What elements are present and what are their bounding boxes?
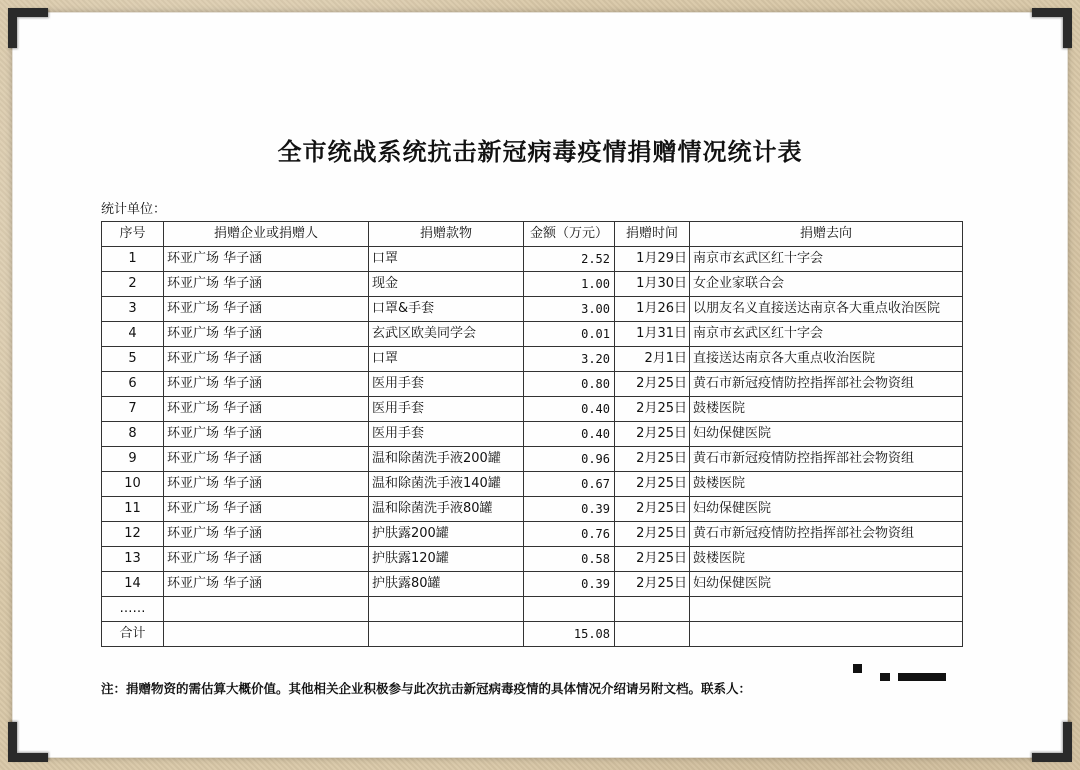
cell-item: 护肤露120罐 <box>369 547 524 572</box>
cell-date <box>615 597 690 622</box>
table-row <box>102 447 963 472</box>
col-header-amount: 金额（万元） <box>524 222 615 247</box>
redaction-mark <box>853 664 862 673</box>
cell-item: 护肤露80罐 <box>369 572 524 597</box>
cell-index: 4 <box>102 322 164 347</box>
table-row <box>102 497 963 522</box>
cell-item: 护肤露200罐 <box>369 522 524 547</box>
cell-item: 医用手套 <box>369 397 524 422</box>
cell-destination: 妇幼保健医院 <box>690 572 963 597</box>
cell-item: 温和除菌洗手液140罐 <box>369 472 524 497</box>
cell-item <box>369 597 524 622</box>
cell-index: 12 <box>102 522 164 547</box>
cell-donor: 环亚广场 华子涵 <box>164 297 369 322</box>
cell-donor: 环亚广场 华子涵 <box>164 497 369 522</box>
table-row <box>102 572 963 597</box>
cell-donor: 环亚广场 华子涵 <box>164 372 369 397</box>
cell-destination: 鼓楼医院 <box>690 472 963 497</box>
cell-index: 5 <box>102 347 164 372</box>
unit-label: 统计单位： <box>101 202 167 217</box>
donation-table-wrap <box>101 221 962 647</box>
table-row <box>102 372 963 397</box>
cell-item: 医用手套 <box>369 372 524 397</box>
cell-date: 2月25日 <box>615 397 690 422</box>
table-row-ellipsis <box>102 597 963 622</box>
cell-donor: 环亚广场 华子涵 <box>164 322 369 347</box>
cell-item: 现金 <box>369 272 524 297</box>
cell-amount: 1.00 <box>524 272 615 297</box>
col-header-destination: 捐赠去向 <box>690 222 963 247</box>
footnote: 注：捐赠物资的需估算大概价值。其他相关企业积极参与此次抗击新冠病毒疫情的具体情况介绍请另附文档。联系人： <box>101 681 752 696</box>
frame-corner-bottom-right <box>1032 722 1072 762</box>
cell-donor <box>164 622 369 647</box>
cell-amount <box>524 597 615 622</box>
cell-item: 口罩 <box>369 247 524 272</box>
total-label: 合计 <box>102 622 164 647</box>
table-row <box>102 422 963 447</box>
cell-date: 2月1日 <box>615 347 690 372</box>
cell-date: 2月25日 <box>615 372 690 397</box>
table-row <box>102 522 963 547</box>
cell-destination: 黄石市新冠疫情防控指挥部社会物资组 <box>690 372 963 397</box>
cell-donor: 环亚广场 华子涵 <box>164 447 369 472</box>
cell-amount: 3.00 <box>524 297 615 322</box>
cell-amount: 0.80 <box>524 372 615 397</box>
cell-index: 3 <box>102 297 164 322</box>
cell-item: 口罩&手套 <box>369 297 524 322</box>
table-header-row <box>102 222 963 247</box>
cell-donor: 环亚广场 华子涵 <box>164 422 369 447</box>
cell-index: 9 <box>102 447 164 472</box>
table-row <box>102 347 963 372</box>
cell-amount: 0.76 <box>524 522 615 547</box>
cell-index: 11 <box>102 497 164 522</box>
cell-item: 温和除菌洗手液200罐 <box>369 447 524 472</box>
cell-destination <box>690 622 963 647</box>
cell-donor: 环亚广场 华子涵 <box>164 547 369 572</box>
table-row <box>102 322 963 347</box>
cell-date: 2月25日 <box>615 472 690 497</box>
cell-date: 2月25日 <box>615 522 690 547</box>
cell-date <box>615 622 690 647</box>
document-title: 全市统战系统抗击新冠病毒疫情捐赠情况统计表 <box>277 137 803 166</box>
cell-date: 2月25日 <box>615 497 690 522</box>
frame-corner-top-right <box>1032 8 1072 48</box>
cell-date: 2月25日 <box>615 447 690 472</box>
cell-destination: 南京市玄武区红十字会 <box>690 322 963 347</box>
cell-amount: 0.96 <box>524 447 615 472</box>
cell-amount: 0.39 <box>524 572 615 597</box>
cell-donor: 环亚广场 华子涵 <box>164 472 369 497</box>
cell-amount: 0.39 <box>524 497 615 522</box>
redaction-mark <box>898 673 946 681</box>
cell-amount: 0.01 <box>524 322 615 347</box>
cell-destination: 女企业家联合会 <box>690 272 963 297</box>
cell-destination: 妇幼保健医院 <box>690 497 963 522</box>
cell-item: 口罩 <box>369 347 524 372</box>
cell-date: 1月31日 <box>615 322 690 347</box>
cell-date: 2月25日 <box>615 547 690 572</box>
cell-destination: 黄石市新冠疫情防控指挥部社会物资组 <box>690 522 963 547</box>
cell-amount: 0.67 <box>524 472 615 497</box>
cell-destination: 妇幼保健医院 <box>690 422 963 447</box>
frame-corner-top-left <box>8 8 48 48</box>
table-total-row <box>102 622 963 647</box>
col-header-date: 捐赠时间 <box>615 222 690 247</box>
document-paper <box>12 12 1068 758</box>
cell-amount: 0.40 <box>524 422 615 447</box>
cell-donor: 环亚广场 华子涵 <box>164 247 369 272</box>
cell-index: 13 <box>102 547 164 572</box>
cell-date: 2月25日 <box>615 572 690 597</box>
cell-destination: 南京市玄武区红十字会 <box>690 247 963 272</box>
cell-amount: 0.40 <box>524 397 615 422</box>
cell-index: 6 <box>102 372 164 397</box>
cell-destination <box>690 597 963 622</box>
cell-date: 1月29日 <box>615 247 690 272</box>
col-header-index: 序号 <box>102 222 164 247</box>
col-header-item: 捐赠款物 <box>369 222 524 247</box>
cell-item <box>369 622 524 647</box>
cell-date: 1月30日 <box>615 272 690 297</box>
redaction-mark <box>880 673 890 681</box>
cell-destination: 鼓楼医院 <box>690 397 963 422</box>
cell-donor: 环亚广场 华子涵 <box>164 397 369 422</box>
cell-item: 医用手套 <box>369 422 524 447</box>
cell-item: 玄武区欧美同学会 <box>369 322 524 347</box>
table-row <box>102 247 963 272</box>
cell-index: 8 <box>102 422 164 447</box>
table-row <box>102 547 963 572</box>
cell-destination: 黄石市新冠疫情防控指挥部社会物资组 <box>690 447 963 472</box>
cell-date: 1月26日 <box>615 297 690 322</box>
cell-index: 14 <box>102 572 164 597</box>
cell-index: 10 <box>102 472 164 497</box>
cell-index: …… <box>102 597 164 622</box>
cell-destination: 直接送达南京各大重点收治医院 <box>690 347 963 372</box>
cell-amount: 2.52 <box>524 247 615 272</box>
total-amount: 15.08 <box>524 622 615 647</box>
cell-destination: 鼓楼医院 <box>690 547 963 572</box>
cell-donor <box>164 597 369 622</box>
table-row <box>102 272 963 297</box>
cell-amount: 0.58 <box>524 547 615 572</box>
cell-index: 7 <box>102 397 164 422</box>
table-row <box>102 397 963 422</box>
frame-corner-bottom-left <box>8 722 48 762</box>
cell-date: 2月25日 <box>615 422 690 447</box>
col-header-donor: 捐赠企业或捐赠人 <box>164 222 369 247</box>
cell-destination: 以朋友名义直接送达南京各大重点收治医院 <box>690 297 963 322</box>
donation-table <box>101 221 963 647</box>
cell-index: 1 <box>102 247 164 272</box>
cell-donor: 环亚广场 华子涵 <box>164 522 369 547</box>
cell-donor: 环亚广场 华子涵 <box>164 572 369 597</box>
table-row <box>102 472 963 497</box>
cell-donor: 环亚广场 华子涵 <box>164 347 369 372</box>
table-row <box>102 297 963 322</box>
cell-index: 2 <box>102 272 164 297</box>
cell-item: 温和除菌洗手液80罐 <box>369 497 524 522</box>
cell-amount: 3.20 <box>524 347 615 372</box>
cell-donor: 环亚广场 华子涵 <box>164 272 369 297</box>
